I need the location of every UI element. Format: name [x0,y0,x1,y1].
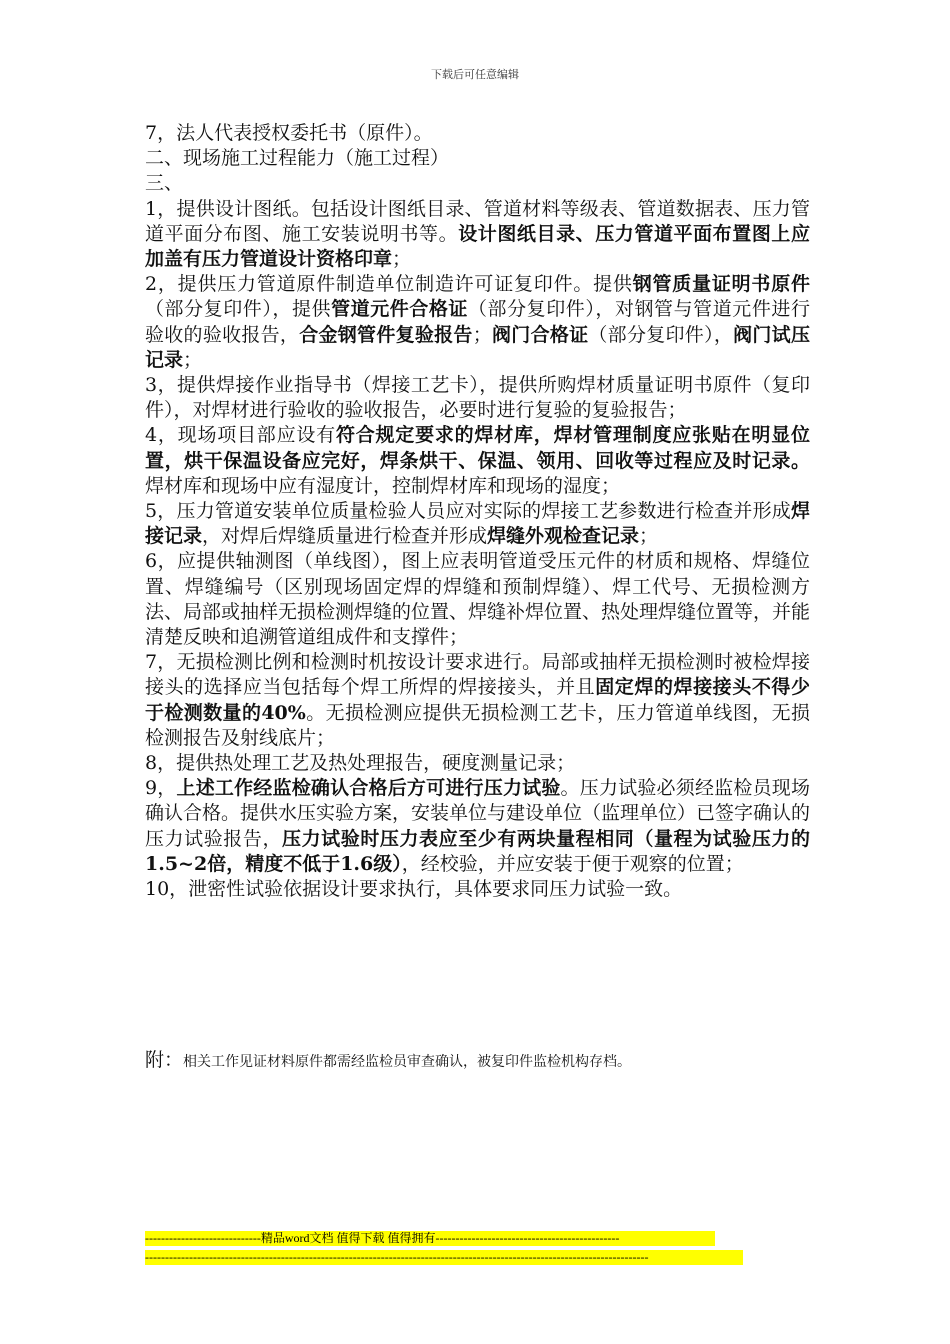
bold-text: 焊缝外观检查记录 [487,525,640,548]
paragraph [145,121,810,146]
bold-text: 合金钢管件复验报告 [299,323,473,346]
bold-text: 固定焊的焊接接头不得少于检测数量的40% [145,676,810,724]
paragraph [145,197,810,273]
text-run: ； [392,248,412,271]
text-run: （部分复印件）， [588,323,734,346]
appendix-lead: 附： [145,1049,184,1071]
text-run: 6，应提供轴测图（单线图），图上应表明管道受压元件的材质和规格、焊缝位置、焊缝编号（区别现场固定焊的焊缝和预制焊缝）、焊工代号、无损检测方法、局部或抽样无损检测焊缝的位置、焊缝补焊位置、热处理焊缝位置等，并能清楚反映和追溯管道组成件和支撑件； [145,550,811,649]
text-run: （部分复印件），提供 [145,298,332,321]
text-run: 4，现场项目部应设有 [145,424,336,447]
bold-text: 上述工作经监检确认合格后方可进行压力试验 [176,777,561,800]
bold-text: 阀门合格证 [491,323,589,346]
footer-banner [145,1231,745,1265]
page-header: 下载后可任意编辑 [431,68,519,81]
text-run: ； [472,323,492,346]
paragraph [145,650,810,751]
paragraph [145,499,810,549]
text-run: ； [183,348,203,371]
bold-text: 管道元件合格证 [331,298,468,321]
text-run: 。压力试验必须经监检员现场确认合格。提供水压实验方案，安装单位与建设单位（监理单位）已签字确认的压力试验报告， [145,777,811,850]
bold-text: 阀门试压记录 [145,323,810,371]
paragraph [145,776,810,877]
text-run: （部分复印件），对钢管与管道元件进行验收的验收报告， [145,298,810,346]
document-body [145,121,810,902]
footer-line-2: ------------------------------------------------------------------------------------------------------------------------------ [145,1250,743,1265]
bold-text: 设计图纸目录、压力管道平面布置图上应加盖有压力管道设计资格印章 [145,222,810,271]
paragraph [145,146,810,171]
text-run: 。无损检测应提供无损检测工艺卡，压力管道单线图，无损检测报告及射线底片； [145,701,810,749]
bold-text: 压力试验时压力表应至少有两块量程相同（量程为试验压力的1.5~2倍，精度不低于1.6级） [145,827,810,875]
text-run: ； [639,525,659,548]
paragraph [145,877,810,902]
text-run: 二、现场施工过程能力（施工过程） [145,147,450,170]
text-run: ，对焊后焊缝质量进行检查并形成 [202,525,488,548]
bold-text: 焊接记录 [145,500,810,548]
text-run: 10，泄密性试验依据设计要求执行，具体要求同压力试验一致。 [145,878,683,901]
paragraph [145,272,810,373]
paragraph [145,423,810,499]
paragraph [145,171,810,196]
text-run: 7，无损检测比例和检测时机按设计要求进行。局部或抽样无损检测时被检焊接接头的选择应当包括每个焊工所焊的焊接接头，并且 [145,651,810,699]
text-run: 9， [145,777,177,800]
appendix-note [145,1045,810,1072]
text-run: 焊材库和现场中应有湿度计，控制焊材库和现场的湿度； [145,474,621,497]
footer-line-1: -----------------------------精品word文档 值得下载 值得拥有---------------------------------------------- [145,1231,715,1246]
paragraph [145,751,810,776]
text-run: 3，提供焊接作业指导书（焊接工艺卡），提供所购焊材质量证明书原件（复印件），对焊材进行验收的验收报告，必要时进行复验的复验报告； [145,374,810,422]
bold-text: 钢管质量证明书原件 [632,273,810,296]
bold-text: 符合规定要求的焊材库，焊材管理制度应张贴在明显位置，烘干保温设备应完好，焊条烘干、保温、领用、回收等过程应及时记录。 [145,424,810,472]
text-run: 5，压力管道安装单位质量检验人员应对实际的焊接工艺参数进行检查并形成 [145,500,791,523]
text-run: 8，提供热处理工艺及热处理报告，硬度测量记录； [145,752,576,775]
text-run: 7，法人代表授权委托书（原件）。 [145,122,433,144]
text-run: ，经校验，并应安装于便于观察的位置； [401,852,744,875]
paragraph [145,549,810,650]
appendix-text: 相关工作见证材料原件都需经监检员审查确认，被复印件监检机构存档。 [183,1054,632,1070]
text-run: 三、 [145,172,184,195]
text-run: 2，提供压力管道原件制造单位制造许可证复印件。提供 [145,273,633,296]
paragraph [145,373,810,423]
text-run: 1，提供设计图纸。包括设计图纸目录、管道材料等级表、管道数据表、压力管道平面分布图、施工安装说明书等。 [145,197,810,245]
